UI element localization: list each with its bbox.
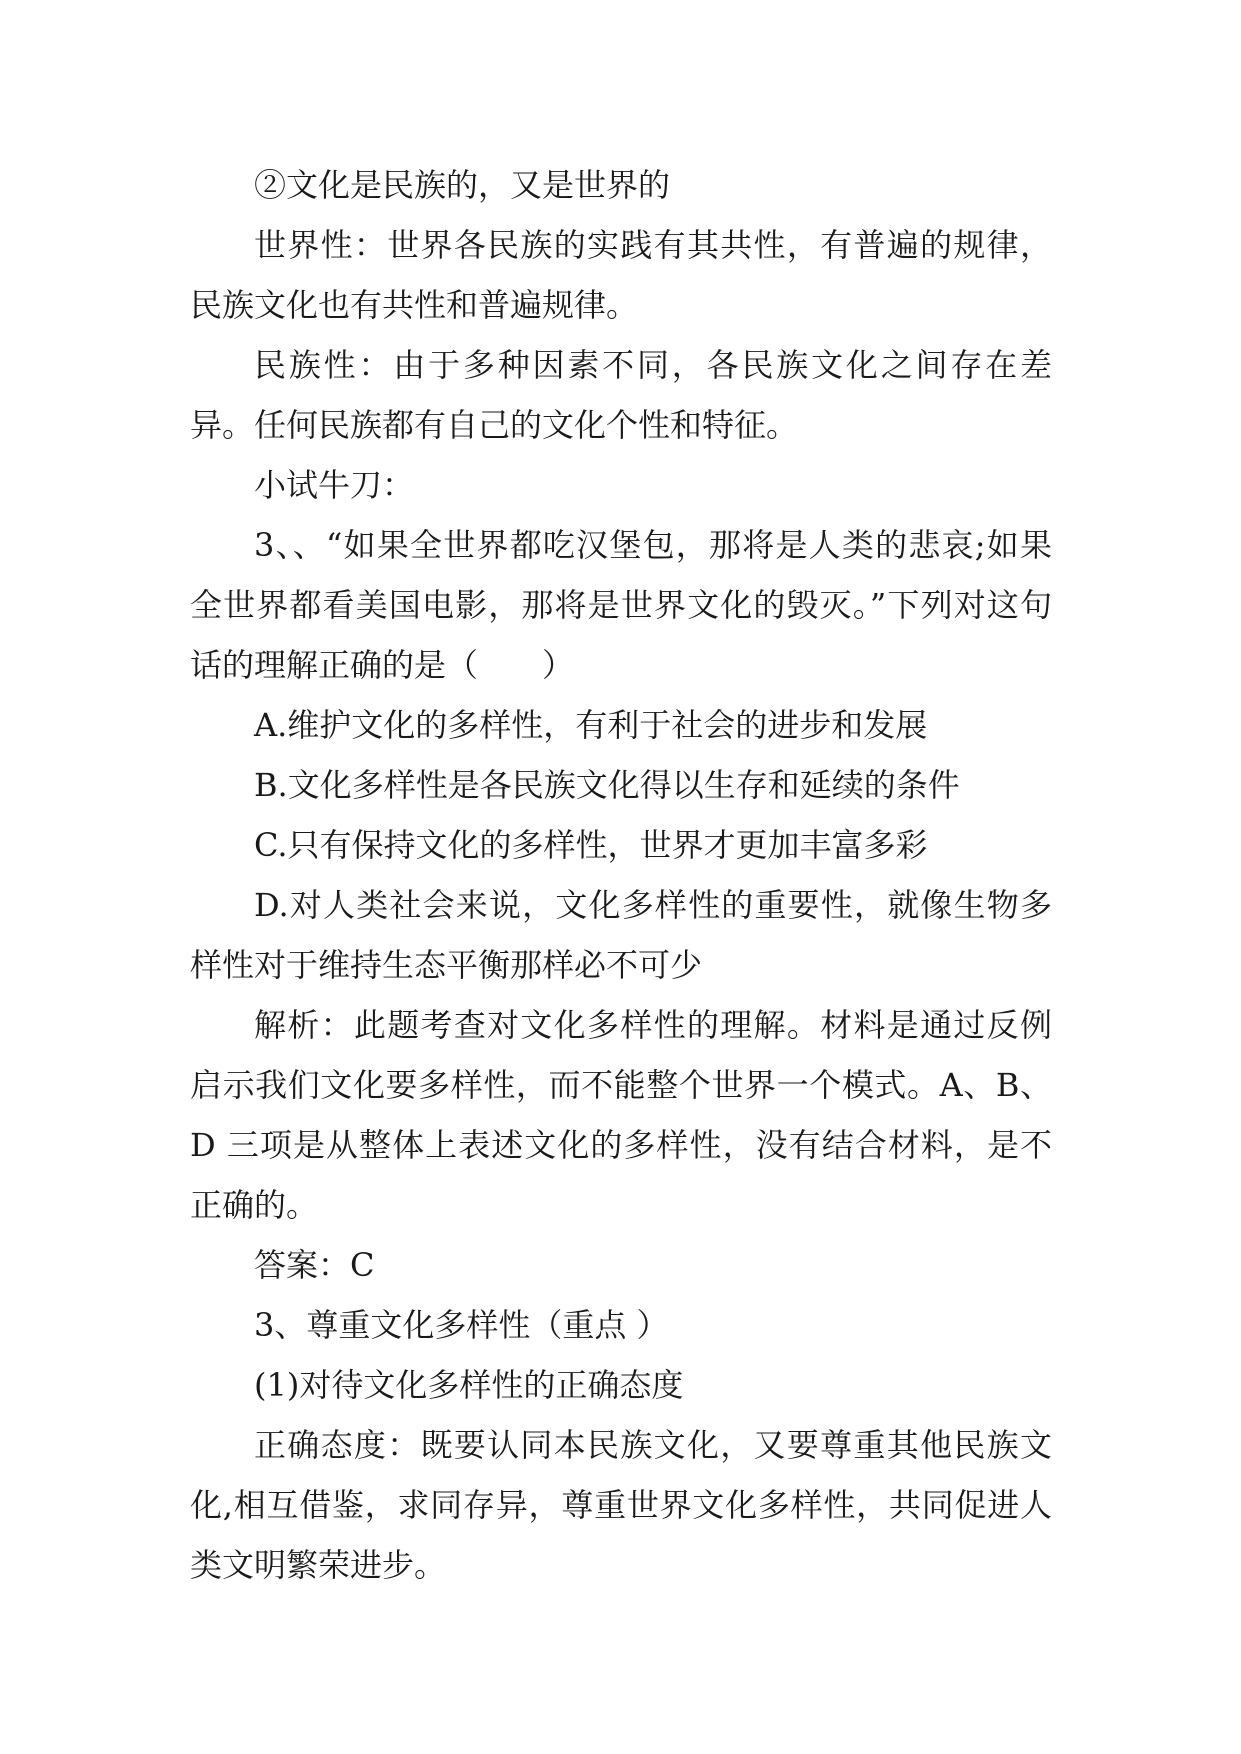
option-d: D.对人类社会来说，文化多样性的重要性，就像生物多样性对于维持生态平衡那样必不可少	[190, 886, 1052, 984]
answer-line: 答案：C	[254, 1246, 375, 1284]
subheading-correct-attitude: (1)对待文化多样性的正确态度	[254, 1366, 684, 1404]
document-body	[190, 155, 1052, 1595]
heading-world-and-national: ②文化是民族的，又是世界的	[254, 166, 671, 204]
heading-respect-diversity: 3、尊重文化多样性（重点 ）	[254, 1306, 669, 1344]
option-a: A.维护文化的多样性，有利于社会的进步和发展	[254, 706, 928, 744]
paragraph-correct-attitude: 正确态度：既要认同本民族文化，又要尊重其他民族文化,相互借鉴，求同存异，尊重世界文化多样性，共同促进人类文明繁荣进步。	[190, 1426, 1052, 1584]
paragraph-nationality: 民族性：由于多种因素不同，各民族文化之间存在差异。任何民族都有自己的文化个性和特征。	[190, 346, 1052, 444]
section-label-practice: 小试牛刀：	[254, 466, 415, 504]
option-b: B.文化多样性是各民族文化得以生存和延续的条件	[254, 766, 960, 804]
paragraph-universality: 世界性：世界各民族的实践有其共性，有普遍的规律，民族文化也有共性和普遍规律。	[190, 226, 1052, 324]
analysis-paragraph: 解析：此题考查对文化多样性的理解。材料是通过反例启示我们文化要多样性，而不能整个世界一个模式。A、B、D 三项是从整体上表述文化的多样性，没有结合材料，是不正确的。	[190, 1006, 1052, 1224]
question-stem: 3、、“如果全世界都吃汉堡包，那将是人类的悲哀;如果全世界都看美国电影，那将是世界文化的毁灭。”下列对这句话的理解正确的是（ ）	[190, 526, 1052, 684]
option-c: C.只有保持文化的多样性，世界才更加丰富多彩	[254, 826, 928, 864]
